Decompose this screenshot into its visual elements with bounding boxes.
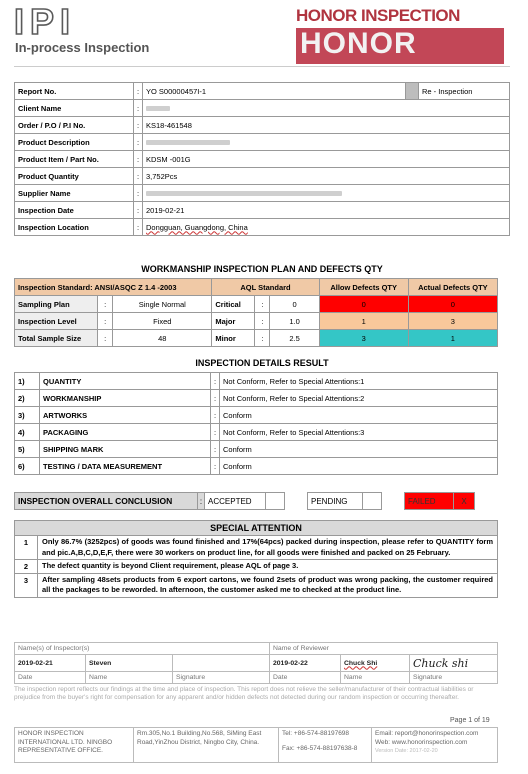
major-actual: 3 [408, 313, 497, 330]
signature-caption: Signature [410, 672, 498, 684]
special-item-number: 2 [15, 560, 38, 574]
sampling-plan-row [15, 296, 498, 313]
details-row [15, 441, 498, 458]
special-item-text: The defect quantity is beyond Client requirement, please AQL of page 3. [38, 560, 498, 574]
date-caption: Date [270, 672, 341, 684]
reviewer-header: Name of Reviewer [270, 643, 498, 655]
row-number: 5) [15, 441, 40, 458]
footer-company: HONOR INSPECTION INTERNATIONAL LTD. NINGBO REPRESENTATIVE OFFICE. [15, 728, 134, 763]
minor-label: Minor [212, 330, 255, 347]
report-no-label: Report No. [15, 83, 134, 100]
row-supplier [15, 185, 510, 202]
signature-caption: Signature [173, 672, 270, 684]
colon: : [211, 407, 220, 424]
report-no-text: YO S00000457I-1 [146, 86, 207, 96]
item-name: TESTING / DATA MEASUREMENT [40, 458, 211, 475]
item-result: Conform [220, 441, 498, 458]
aql-standard-header: AQL Standard [212, 279, 319, 296]
date-label: Inspection Date [15, 202, 134, 219]
inspector-table [14, 642, 498, 684]
client-label: Client Name [15, 100, 134, 117]
footer-version: Version Date: 2017-02-20 [375, 748, 438, 754]
details-row [15, 390, 498, 407]
inspection-level-row [15, 313, 498, 330]
special-item-number: 3 [15, 573, 38, 597]
accepted-box [266, 493, 285, 510]
logo-word-honor: HONOR [296, 6, 357, 25]
footer-web: Web: www.honorinspection.com [375, 738, 468, 746]
item-result: Not Conform, Refer to Special Attentions:2 [220, 390, 498, 407]
colon: : [255, 313, 270, 330]
colon: : [98, 330, 113, 347]
product-item-label: Product Item / Part No. [15, 151, 134, 168]
colon: : [211, 441, 220, 458]
reviewer-date: 2019-02-22 [270, 655, 341, 672]
sample-size-label: Total Sample Size [15, 330, 98, 347]
row-location [15, 219, 510, 236]
colon: : [98, 296, 113, 313]
logo-word-inspection: INSPECTION [361, 6, 460, 25]
reviewer-signature: Chuck shi [410, 655, 498, 672]
report-logo-title: IPI [14, 1, 77, 42]
workmanship-title: WORKMANSHIP INSPECTION PLAN AND DEFECTS QTY [141, 264, 383, 274]
quantity-label: Product Quantity [15, 168, 134, 185]
report-type: Re - Inspection [419, 83, 510, 100]
sampling-plan-value: Single Normal [113, 296, 212, 313]
special-item-text: After sampling 48sets products from 6 export cartons, we found 2sets of product was wrong packing, the customer required all the packages to be reworded. In afternoon, the customer asked me to checked at the product line. [38, 573, 498, 597]
colon: : [134, 117, 143, 134]
report-no-value [143, 83, 406, 100]
details-row [15, 373, 498, 390]
major-aql: 1.0 [270, 313, 319, 330]
failed-mark: X [454, 493, 475, 510]
colon: : [134, 151, 143, 168]
major-allow: 1 [319, 313, 408, 330]
inspection-level-value: Fixed [113, 313, 212, 330]
report-info-table [14, 82, 510, 236]
colon: : [134, 219, 143, 236]
footer-address: Rm.305,No.1 Building,No.568, SiMing East Road,YinZhou District, Ningbo City, China. [134, 728, 279, 763]
colon: : [134, 100, 143, 117]
special-item [15, 573, 498, 597]
redaction [146, 140, 230, 145]
conclusion-accepted: ACCEPTED [205, 493, 266, 510]
report-type-marker [406, 83, 419, 100]
footer-fax: Fax: +86-574-88197638-8 [282, 744, 358, 752]
row-report-no [15, 83, 510, 100]
spacer [382, 493, 405, 510]
inspector-name: Steven [86, 655, 173, 672]
item-name: PACKAGING [40, 424, 211, 441]
row-number: 2) [15, 390, 40, 407]
inspector-date: 2019-02-21 [15, 655, 86, 672]
row-product-description [15, 134, 510, 151]
colon: : [134, 202, 143, 219]
major-label: Major [212, 313, 255, 330]
name-caption: Name [341, 672, 410, 684]
conclusion-label: INSPECTION OVERALL CONCLUSION [15, 493, 198, 510]
row-number: 3) [15, 407, 40, 424]
colon: : [211, 373, 220, 390]
reviewer-name: Chuck Shi [344, 659, 378, 667]
product-description-label: Product Description [15, 134, 134, 151]
actual-defects-header: Actual Defects QTY [408, 279, 497, 296]
sample-size-row [15, 330, 498, 347]
critical-actual: 0 [408, 296, 497, 313]
row-order [15, 117, 510, 134]
workmanship-table [14, 278, 498, 347]
honor-logo [296, 6, 504, 64]
row-quantity [15, 168, 510, 185]
item-name: QUANTITY [40, 373, 211, 390]
special-attention-table [14, 520, 498, 598]
special-item [15, 560, 498, 574]
spacer [285, 493, 308, 510]
colon: : [211, 424, 220, 441]
product-item-value: KDSM -001G [143, 151, 510, 168]
location-label: Inspection Location [15, 219, 134, 236]
row-number: 6) [15, 458, 40, 475]
order-label: Order / P.O / P.I No. [15, 117, 134, 134]
quantity-value: 3,752Pcs [143, 168, 510, 185]
pending-box [363, 493, 382, 510]
conclusion-table [14, 492, 498, 510]
colon: : [98, 313, 113, 330]
inspection-level-label: Inspection Level [15, 313, 98, 330]
colon: : [255, 296, 270, 313]
logo-big-word: HONOR [300, 27, 417, 60]
sampling-plan-label: Sampling Plan [15, 296, 98, 313]
footer-tel: Tel: +86-574-88197698 [282, 730, 350, 737]
header-divider [14, 66, 510, 67]
allow-defects-header: Allow Defects QTY [319, 279, 408, 296]
item-result: Conform [220, 407, 498, 424]
special-attention-title: SPECIAL ATTENTION [15, 521, 498, 536]
page-number: Page 1 of 19 [450, 717, 490, 724]
colon: : [211, 458, 220, 475]
details-row [15, 458, 498, 475]
minor-actual: 1 [408, 330, 497, 347]
special-item-text: Only 86.7% (3252pcs) of goods was found finished and 17%(64pcs) packed during inspection, please refer to QUANTITY form and pic.A,B,C,D,E,F, there were 30 workers on product line, for all goods were finished and packed on 25 February. [38, 536, 498, 560]
colon: : [198, 493, 205, 510]
location-cell [143, 219, 510, 236]
colon: : [211, 390, 220, 407]
minor-allow: 3 [319, 330, 408, 347]
row-product-item [15, 151, 510, 168]
name-caption: Name [86, 672, 173, 684]
row-number: 1) [15, 373, 40, 390]
special-item [15, 536, 498, 560]
disclaimer: The inspection report reflects our findings at the time and place of inspection. This report does not relieve the seller/manufacturer of their contractual liabilities or prejudice from the buyer's right for compensation for any apparent and/or hidden defects not detected during our random inspection or occurring thereafter. [14, 686, 474, 701]
colon: : [134, 185, 143, 202]
footer-table [14, 727, 498, 763]
product-description-redacted [143, 134, 510, 151]
item-result: Not Conform, Refer to Special Attentions:3 [220, 424, 498, 441]
inspector-header: Name(s) of Inspector(s) [15, 643, 270, 655]
details-row [15, 407, 498, 424]
row-date [15, 202, 510, 219]
item-name: ARTWORKS [40, 407, 211, 424]
redaction [146, 106, 170, 111]
conclusion-failed: FAILED [405, 493, 454, 510]
colon: : [134, 83, 143, 100]
item-name: SHIPPING MARK [40, 441, 211, 458]
inspector-signature [173, 655, 270, 672]
critical-label: Critical [212, 296, 255, 313]
sample-size-value: 48 [113, 330, 212, 347]
inspection-standard: Inspection Standard: ANSI/ASQC Z 1.4 -2003 [15, 279, 212, 296]
colon: : [134, 134, 143, 151]
item-result: Conform [220, 458, 498, 475]
supplier-redacted [143, 185, 510, 202]
redaction [146, 191, 342, 196]
item-result: Not Conform, Refer to Special Attentions:1 [220, 373, 498, 390]
special-item-number: 1 [15, 536, 38, 560]
colon: : [134, 168, 143, 185]
report-subtitle: In-process Inspection [15, 40, 150, 55]
date-caption: Date [15, 672, 86, 684]
row-client [15, 100, 510, 117]
colon: : [255, 330, 270, 347]
details-row [15, 424, 498, 441]
supplier-label: Supplier Name [15, 185, 134, 202]
details-table [14, 372, 498, 475]
spacer [475, 493, 499, 510]
order-value: KS18-461548 [143, 117, 510, 134]
details-title: INSPECTION DETAILS RESULT [195, 358, 329, 368]
critical-aql: 0 [270, 296, 319, 313]
critical-allow: 0 [319, 296, 408, 313]
minor-aql: 2.5 [270, 330, 319, 347]
date-value: 2019-02-21 [143, 202, 510, 219]
row-number: 4) [15, 424, 40, 441]
location-value: Dongguan, Guangdong, China [146, 222, 248, 232]
conclusion-pending: PENDING [308, 493, 363, 510]
footer-email: Email: report@honorinspection.com [375, 730, 479, 737]
item-name: WORKMANSHIP [40, 390, 211, 407]
workmanship-header-row [15, 279, 498, 296]
client-value-redacted [143, 100, 510, 117]
